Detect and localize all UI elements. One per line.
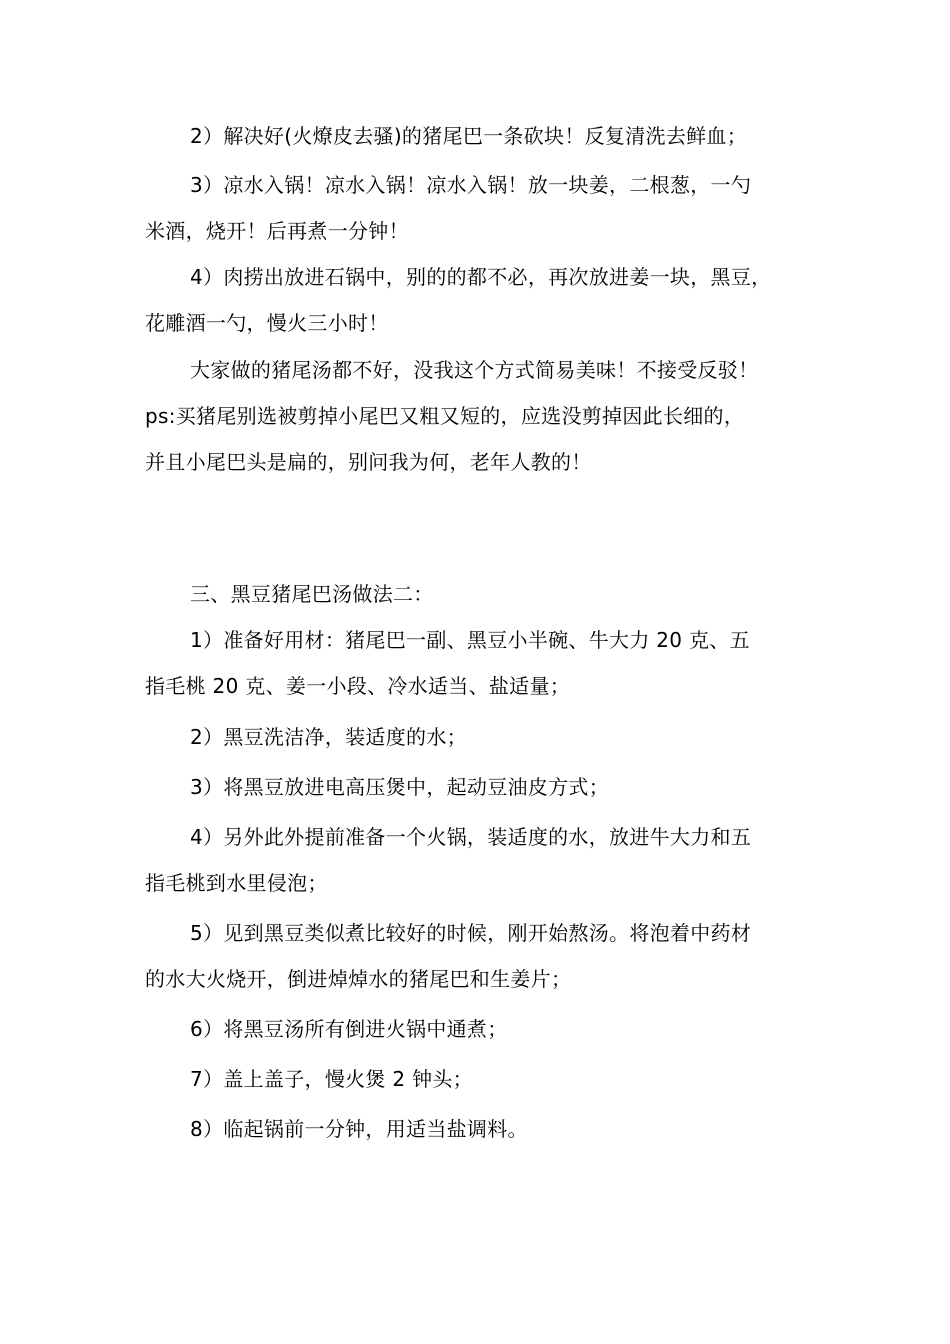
text-line: 的水大火烧开，倒进焯焯水的猪尾巴和生姜片； [145,967,572,991]
text-line: 1）准备好用材：猪尾巴一副、黑豆小半碗、牛大力 20 克、五 [190,628,750,652]
text-line: 米酒，烧开！后再煮一分钟！ [145,219,409,243]
text-line: 3）凉水入锅！凉水入锅！凉水入锅！放一块姜，二根葱，一勺 [190,173,752,197]
text-line: 4）肉捞出放进石锅中，别的的都不必，再次放进姜一块，黑豆， [190,265,772,289]
text-line: 指毛桃 20 克、姜一小段、冷水适当、盐适量； [145,674,571,698]
text-line: 3）将黑豆放进电高压煲中，起动豆油皮方式； [190,775,610,799]
text-line: 大家做的猪尾汤都不好，没我这个方式简易美味！不接受反驳！ [190,358,759,382]
text-line: 7）盖上盖子，慢火煲 2 钟头； [190,1067,473,1091]
section-heading: 三、黑豆猪尾巴汤做法二： [190,582,434,606]
text-line: 花雕酒一勺，慢火三小时！ [145,311,389,335]
text-line: 2）解决好(火燎皮去骚)的猪尾巴一条砍块！反复清洗去鲜血； [190,124,748,148]
text-line: 并且小尾巴头是扁的，别问我为何，老年人教的！ [145,450,592,474]
text-line: 6）将黑豆汤所有倒进火锅中通煮； [190,1017,508,1041]
text-line: 2）黑豆洗洁净，装适度的水； [190,725,467,749]
text-line: 指毛桃到水里侵泡； [145,871,328,895]
text-line: 5）见到黑豆类似煮比较好的时候，刚开始熬汤。将泡着中药材 [190,921,752,945]
text-line: 4）另外此外提前准备一个火锅，装适度的水，放进牛大力和五 [190,825,752,849]
text-line: ps:买猪尾别选被剪掉小尾巴又粗又短的，应选没剪掉因此长细的， [145,404,745,428]
text-line: 8）临起锅前一分钟，用适当盐调料。 [190,1117,528,1141]
